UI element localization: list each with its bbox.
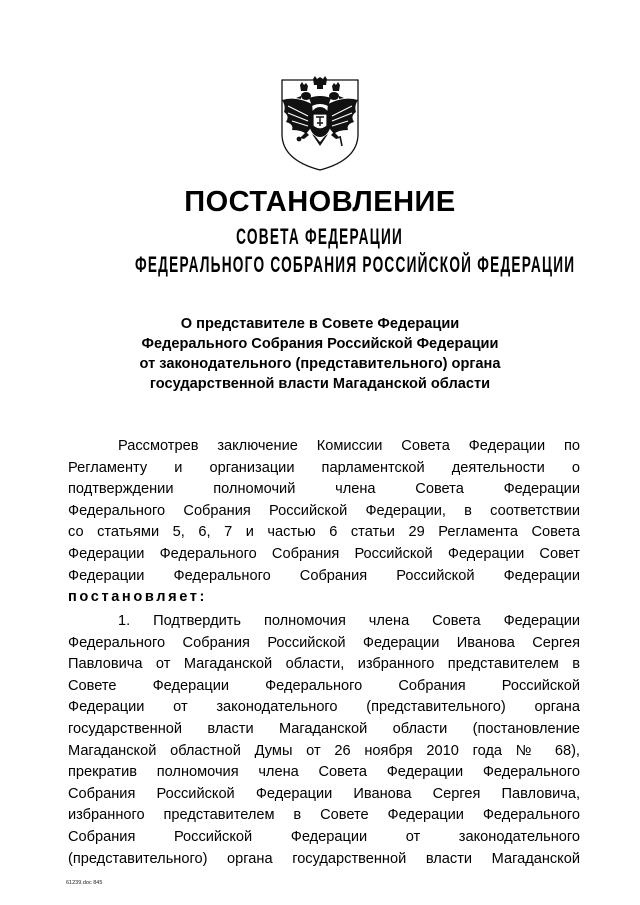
text-line: со статьями 5, 6, 7 и частью 6 статьи 29 Регламента Совета <box>68 524 580 541</box>
issuer-line-1 <box>0 224 640 250</box>
text-line: прекратив полномочия члена Совета Федерации Федерального <box>68 764 580 781</box>
subject-line: государственной власти Магаданской области <box>149 376 491 392</box>
subject-line: от законодательного (представительного) органа <box>139 356 501 372</box>
text-line: Федерального Собрания Российской Федерации Иванова Сергея <box>68 634 580 651</box>
text-line: Рассмотрев заключение Комиссии Совета Федерации по <box>118 438 580 454</box>
text-line: Павловича от Магаданской области, избранного представителем в <box>68 656 580 673</box>
text-line: Федерации Федерального Собрания Российской Федерации Совет <box>68 545 580 562</box>
resolves-word: постановляет: <box>68 589 207 606</box>
subject-line: Федерального Собрания Российской Федерации <box>141 336 499 352</box>
issuer-line-2-text: ФЕДЕРАЛЬНОГО СОБРАНИЯ РОССИЙСКОЙ ФЕДЕРАЦИИ <box>134 252 576 277</box>
text-line: Совете Федерации Федерального Собрания Российской <box>68 677 580 694</box>
text-line: (представительного) органа государственной власти Магаданской <box>68 850 580 867</box>
text-line <box>68 587 580 609</box>
issuer-line-2 <box>0 252 640 278</box>
preamble-paragraph <box>68 436 580 609</box>
text-line: 1. Подтвердить полномочия члена Совета Федерации <box>118 613 580 629</box>
text-line: Регламенту и организации парламентской деятельности о <box>68 459 580 476</box>
text-line: государственной власти Магаданской области (постановление <box>68 720 580 737</box>
document-code: 61239.doc 845 <box>66 880 103 886</box>
clause-1-paragraph <box>68 611 580 870</box>
text-line: Собрания Российской Федерации Иванова Сергея Павловича, <box>68 785 580 802</box>
issuer-line-1-text: СОВЕТА ФЕДЕРАЦИИ <box>236 224 404 249</box>
text-line: Федерального Собрания Российской Федерации, в соответствии <box>68 502 580 519</box>
text-line: Федерации Федерального Собрания Российской Федерации <box>68 567 580 584</box>
document-title: ПОСТАНОВЛЕНИЕ <box>184 186 456 218</box>
text-line: Собрания Российской Федерации от законодательного <box>68 828 580 845</box>
resolution-subject <box>60 314 580 394</box>
text-line: избранного представителем в Совете Федерации Федерального <box>68 807 580 824</box>
text-line: Магаданской областной Думы от 26 ноября 2010 года № 68), <box>68 742 580 759</box>
subject-line: О представителе в Совете Федерации <box>180 316 460 332</box>
text-line: Федерации от законодательного (представительного) органа <box>68 699 580 716</box>
text-line: подтверждении полномочий члена Совета Федерации <box>68 481 580 498</box>
coat-of-arms-emblem <box>276 76 364 172</box>
